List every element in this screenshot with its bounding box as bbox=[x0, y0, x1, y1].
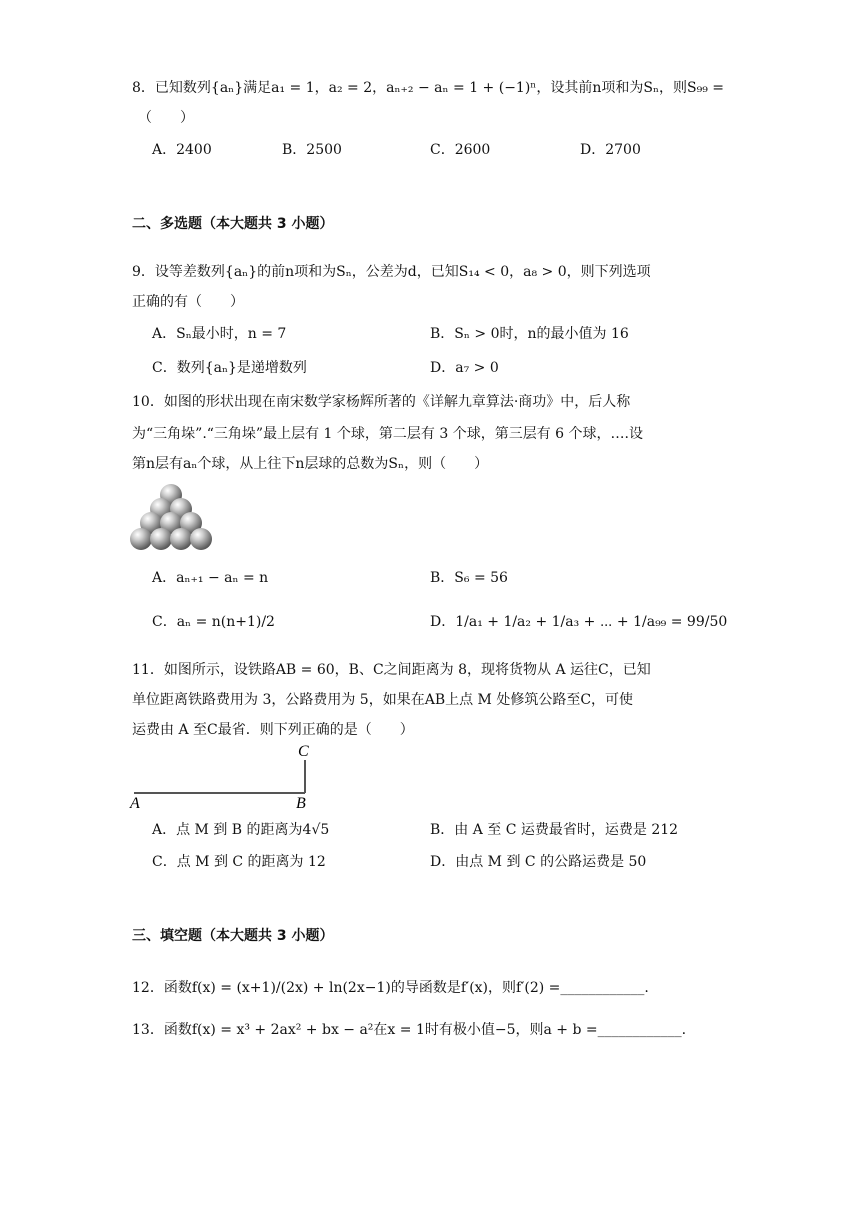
label-b: B bbox=[296, 795, 306, 812]
q8-option-a: A．2400 bbox=[152, 142, 212, 158]
q10-line-2: 为“三角垛”.“三角垛”最上层有 1 个球，第二层有 3 个球，第三层有 6 个球，….设 bbox=[132, 426, 643, 442]
q9-line-2: 正确的有（ ） bbox=[132, 294, 244, 310]
q13-text: 13．函数f(x) = x³ + 2ax² + bx − a²在x = 1时有极小值−5，则a + b =____________. bbox=[132, 1022, 687, 1038]
q9-line-1: 9．设等差数列{aₙ}的前n项和为Sₙ，公差为d，已知S₁₄ < 0，a₈ > 0，则下列选项 bbox=[132, 264, 651, 280]
label-a: A bbox=[130, 795, 140, 812]
q11-line-3: 运费由 A 至C最省．则下列正确的是（ ） bbox=[132, 722, 414, 738]
q9-option-b: B．Sₙ > 0时，n的最小值为 16 bbox=[430, 326, 629, 342]
q10-line-3: 第n层有aₙ个球，从上往下n层球的总数为Sₙ，则（ ） bbox=[132, 456, 489, 472]
triangular-ball-pile-image bbox=[130, 484, 212, 558]
q8-paren: （ ） bbox=[138, 110, 194, 126]
q11-option-d: D．由点 M 到 C 的公路运费是 50 bbox=[430, 854, 647, 870]
q10-line-1: 10．如图的形状出现在南宋数学家杨辉所著的《详解九章算法·商功》中，后人称 bbox=[132, 394, 631, 410]
q10-option-a: A．aₙ₊₁ − aₙ = n bbox=[152, 570, 269, 586]
q9-option-a: A．Sₙ最小时，n = 7 bbox=[152, 326, 287, 342]
q11-line-1: 11．如图所示，设铁路AB = 60，B、C之间距离为 8，现将货物从 A 运往C，已知 bbox=[132, 662, 651, 678]
railway-diagram bbox=[128, 740, 328, 812]
q9-option-d: D．a₇ > 0 bbox=[430, 360, 499, 376]
q9-option-c: C．数列{aₙ}是递增数列 bbox=[152, 360, 307, 376]
q11-option-a: A．点 M 到 B 的距离为4√5 bbox=[152, 822, 330, 838]
q12-text: 12．函数f(x) = (x+1)/(2x) + ln(2x−1)的导函数是f′(x)，则f′(2) =____________. bbox=[132, 980, 649, 996]
q10-option-d: D．1/a₁ + 1/a₂ + 1/a₃ + ⋯ + 1/a₉₉ = 99/50 bbox=[430, 614, 728, 630]
section-2-title: 二、多选题（本大题共 3 小题） bbox=[132, 216, 334, 232]
q8-stem: 8．已知数列{aₙ}满足a₁ = 1，a₂ = 2，aₙ₊₂ − aₙ = 1 + (−1)ⁿ，设其前n项和为Sₙ，则S₉₉ = bbox=[132, 80, 725, 96]
q8-option-b: B．2500 bbox=[282, 142, 342, 158]
q11-option-b: B．由 A 至 C 运费最省时，运费是 212 bbox=[430, 822, 679, 838]
q8-option-d: D．2700 bbox=[580, 142, 641, 158]
q10-option-c: C．aₙ = n(n+1)/2 bbox=[152, 614, 275, 630]
label-c: C bbox=[298, 743, 309, 760]
q11-line-2: 单位距离铁路费用为 3，公路费用为 5，如果在AB上点 M 处修筑公路至C，可使 bbox=[132, 692, 634, 708]
q11-option-c: C．点 M 到 C 的距离为 12 bbox=[152, 854, 326, 870]
section-3-title: 三、填空题（本大题共 3 小题） bbox=[132, 928, 334, 944]
q8-option-c: C．2600 bbox=[430, 142, 491, 158]
q10-option-b: B．S₆ = 56 bbox=[430, 570, 508, 586]
